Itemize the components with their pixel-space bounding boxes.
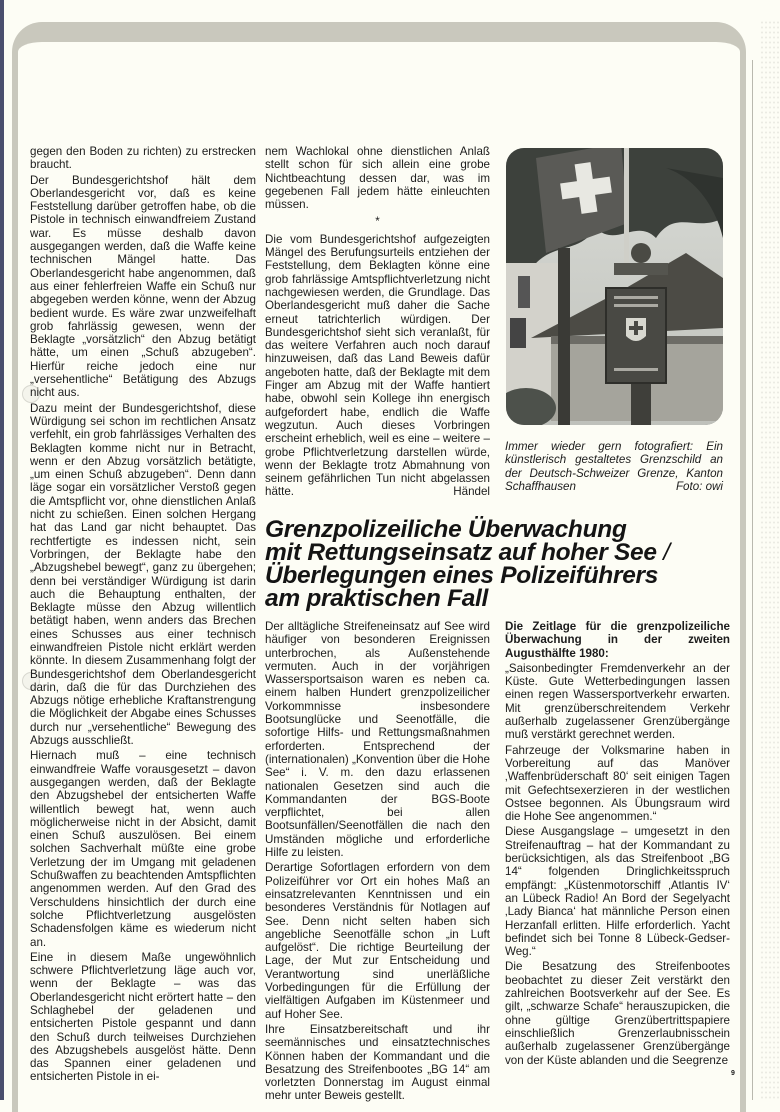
scan-edge (0, 0, 4, 1100)
section-separator: * (375, 215, 380, 229)
caption-text: Immer wieder gern fotografiert: Ein künstlerisch gestaltetes Grenzschild an der Deutsch-Schweizer Grenze, Kanton Schaffhausen (505, 440, 723, 493)
paragraph: gegen den Boden zu richten) zu erstrecken braucht. (30, 145, 256, 172)
headline-line-text: mit Rettungseinsatz auf hoher See (265, 539, 657, 566)
paragraph: Dazu meint der Bundesgerichtshof, diese Würdigung sei schon im rechtlichen Ansatz verfehlt, ein grob fahrlässiges Verhalten des Beklagten komme nicht nur in Betracht, wenn er den Abzug vorsätzlich betätigte, „um einen Schuß abzugeben“. Denn dann läge sogar ein vorsätzlicher Verstoß gegen die Amtspflicht vor, ohne dienstlichen Anlaß nicht zu schießen. Einen solchen Hergang hat das Land gar nicht behauptet. Das rechtfertigte es indessen nicht, sein Vorbringen, der Beklagte habe den „Abzugshebel bewegt“, ganz zu übergehen; denn bei verständiger Würdigung ist darin auch die Behauptung enthalten, der Beklagte müsse den Abzug willentlich betätigt haben, wenn anders das Brechen eines Schusses aus einer technisch einwandfreien Pistole nicht erklärt werden könnte. In diesem Zusammenhang folgt der Bundesgerichtshof dem Oberlandesgericht darin, daß die für das Durchziehen des Abzugs nötige erhebliche Kraftanstrengung die Möglichkeit der Abgabe eines Schusses durch nur „versehentliche“ Bewegung des Abzugs ausschließt. (30, 401, 256, 748)
paragraph: Fahrzeuge der Volksmarine haben in Vorbereitung auf das Manöver ‚Waffenbrüderschaft 80‘ seit einigen Tagen mit Gefechtsexerzieren in der westlichen Ostsee begonnen. Als Übungsraum wird die Hohe See angenommen.“ (505, 743, 730, 824)
author-signature: Händel (453, 485, 490, 499)
article-headline (265, 518, 745, 610)
paragraph: Hiernach muß – eine technisch einwandfreie Waffe vorausgesetzt – davon ausgegangen werden, daß der Beklagte den Abzugshebel der entsicherten Waffe willentlich bewegt hat, wenn auch möglicherweise nicht in der Absicht, damit einen Schuß auszulösen. Bei einem solchen Sachverhalt müßte eine grobe Verletzung der im Umgang mit geladenen Schußwaffen zu beachtenden Amtspflichten angenommen werden. Auf den Grad des Verschuldens hinsichtlich der durch eine solche Pflichtverletzung ausgelösten Schadensfolgen käme es wiederum nicht an. (30, 749, 256, 949)
paragraph: Der Bundesgerichtshof hält dem Oberlandesgericht vor, daß es keine Feststellung darüber getroffen habe, ob die Pistole in technisch einwandfreiem Zustand war. Es müsse deshalb davon ausgegangen werden, daß die Waffe keine technischen Mängel hatte. Das Oberlandesgericht habe angenommen, daß aus einer fehlerfreien Waffe ein Schuß nur abgegeben werden könne, wenn der Abzug bedient wurde. Es wäre zwar unzweifelhaft grob fahrlässig gewesen, wenn der Beklagte „vorsätzlich“ den Abzug betätigt hätte, um einen „Schuß abzugeben“. Hierfür reiche jedoch eine nur „versehentliche“ Betätigung des Abzugs nicht aus. (30, 173, 256, 400)
headline-line: Grenzpolizeiliche Überwachung (265, 516, 627, 543)
photo-caption (505, 440, 723, 493)
column-1 (30, 145, 256, 1086)
paragraph: Eine in diesem Maße ungewöhnlich schwere Pflichtverletzung läge auch vor, wenn der Beklagte – was das Oberlandesgericht nicht erörtert hatte – den Schlaghebel der geladenen und entsicherten Pistole gespannt und dann den Schuß durch teilweises Durchziehen des Abzugshebels ausgelöst hätte. Denn das Spannen einer geladenen und entsicherten Pistole in ei- (30, 950, 256, 1084)
paragraph: Die Besatzung des Streifenbootes beobachtet zu dieser Zeit verstärkt den zahlreichen Bootsverkehr auf der See. Es gilt, „schwarze Schafe“ herauszupicken, die ohne gültige Grenzübertrittspapiere einschließlich Grenzerlaubnisschein außerhalb zugelassener Grenzübergänge von der Küste ablanden und die Seegrenze (505, 960, 730, 1067)
paragraph-text: Die vom Bundesgerichtshof aufgezeigten Mängel des Berufungsurteils entziehen der Feststellung, dem Beklagten könne eine grob fahrlässige Amtspflichtverletzung nicht nachgewiesen werden, die Grundlage. Das Oberlandesgericht muß daher die Sache erneut tatrichterlich würdigen. Der Bundesgerichtshof sieht sich veranlaßt, für das weitere Verfahren auch noch darauf hinzuweisen, daß das Land Beweis dafür angeboten hatte, daß der Beklagte mit dem Finger am Abzug mit der Waffe hantiert habe, obwohl sein Kollege ihn energisch aufgefordert habe, endlich die Waffe wegzutun. Auch dieses Vorbringen erscheint erheblich, weil es eine – weitere – grobe Pflichtverletzung darstellen würde, wenn der Beklagte trotz Abmahnung von seinem gefährlichen Tun nicht abgelassen hätte. (265, 232, 490, 499)
paragraph: Derartige Sofortlagen erfordern von dem Polizeiführer vor Ort ein hohes Maß an einsatzrelevanten Kenntnissen und ein besonderes Verständnis für Notlagen auf See. Denn nicht selten haben sich angebliche Seenotfälle schon „in Luft aufgelöst“. Die richtige Beurteilung der Lage, der Mut zur Entscheidung und Verantwortung sind unerläßliche Vorbedingungen für die Erfüllung der vielfältigen Aufgaben im Küstenmeer und auf Hoher See. (265, 861, 490, 1021)
article-subheading: Die Zeitlage für die grenzpolizeiliche Überwachung in der zweiten Augusthälfte 1980: (505, 620, 730, 660)
paragraph: nem Wachlokal ohne dienstlichen Anlaß stellt schon für sich allein eine grobe Nichtbeachtung dessen dar, was im gegebenen Fall jedem hätte einleuchten müssen. (265, 145, 490, 212)
photo-illustration (506, 148, 723, 425)
frame-rule (752, 60, 753, 1100)
paragraph (265, 233, 490, 499)
scan-speckle (760, 20, 780, 1100)
paragraph: Diese Ausgangslage – umgesetzt in den Streifenauftrag – hat der Kommandant zu berücksichtigen, als das Streifenboot „BG 14“ folgenden Dringlichkeitsspruch empfängt: „Küstenmotorschiff ‚Atlantis IV‘ an Lübeck Radio! An Bord der Segelyacht ‚Lady Bianca‘ hat männliche Person einen Herzanfall erlitten. Hilfe erforderlich. Yacht befindet sich bei Tonne 8 Lübeck-Gedser-Weg.“ (505, 825, 730, 959)
article-column-1 (265, 620, 490, 1105)
headline-line: am praktischen Fall (265, 585, 489, 612)
photo-border-sign (506, 148, 723, 425)
article-column-2 (505, 620, 730, 1069)
paragraph: Der alltägliche Streifeneinsatz auf See wird häufiger von besonderen Ereignissen unterbrochen, als Außenstehende vermuten. Auch in der vorjährigen Wassersportsaison waren es neben ca. einem halben Hundert grenzpolizeilicher Vorkommnisse insbesondere Bootsunglücke und Seenotfälle, die sofortige Hilfs- und Rettungsmaßnahmen erforderten. Entsprechend der (internationalen) „Konvention über die Hohe See“ i. V. m. den dazu erlassenen nationalen Gesetzen sind auch die Kommandanten der BGS-Boote verpflichtet, bei allen Bootsunfällen/Seenotfällen die nach den Umständen mögliche und erforderliche Hilfe zu leisten. (265, 620, 490, 860)
paragraph: Ihre Einsatzbereitschaft und ihr seemännisches und einsatztechnisches Können haben der Kommandant und die Besatzung des Streifenbootes „BG 14“ am vorletzten Donnerstag im August einmal mehr unter Beweis gestellt. (265, 1022, 490, 1103)
paragraph: „Saisonbedingter Fremdenverkehr an der Küste. Gute Wetterbedingungen lassen einen regen Wassersportverkehr erwarten. Mit grenzüberschreitendem Verkehr außerhalb zugelassener Grenzübergänge muß verstärkt gerechnet werden. (505, 661, 730, 742)
headline-line (265, 541, 745, 564)
column-2 (265, 145, 490, 501)
headline-slash: / (656, 539, 670, 566)
photo-credit: Foto: owi (675, 479, 723, 493)
headline-line: Überlegungen eines Polizeiführers (265, 562, 659, 589)
page-number: 9 (731, 1070, 735, 1077)
